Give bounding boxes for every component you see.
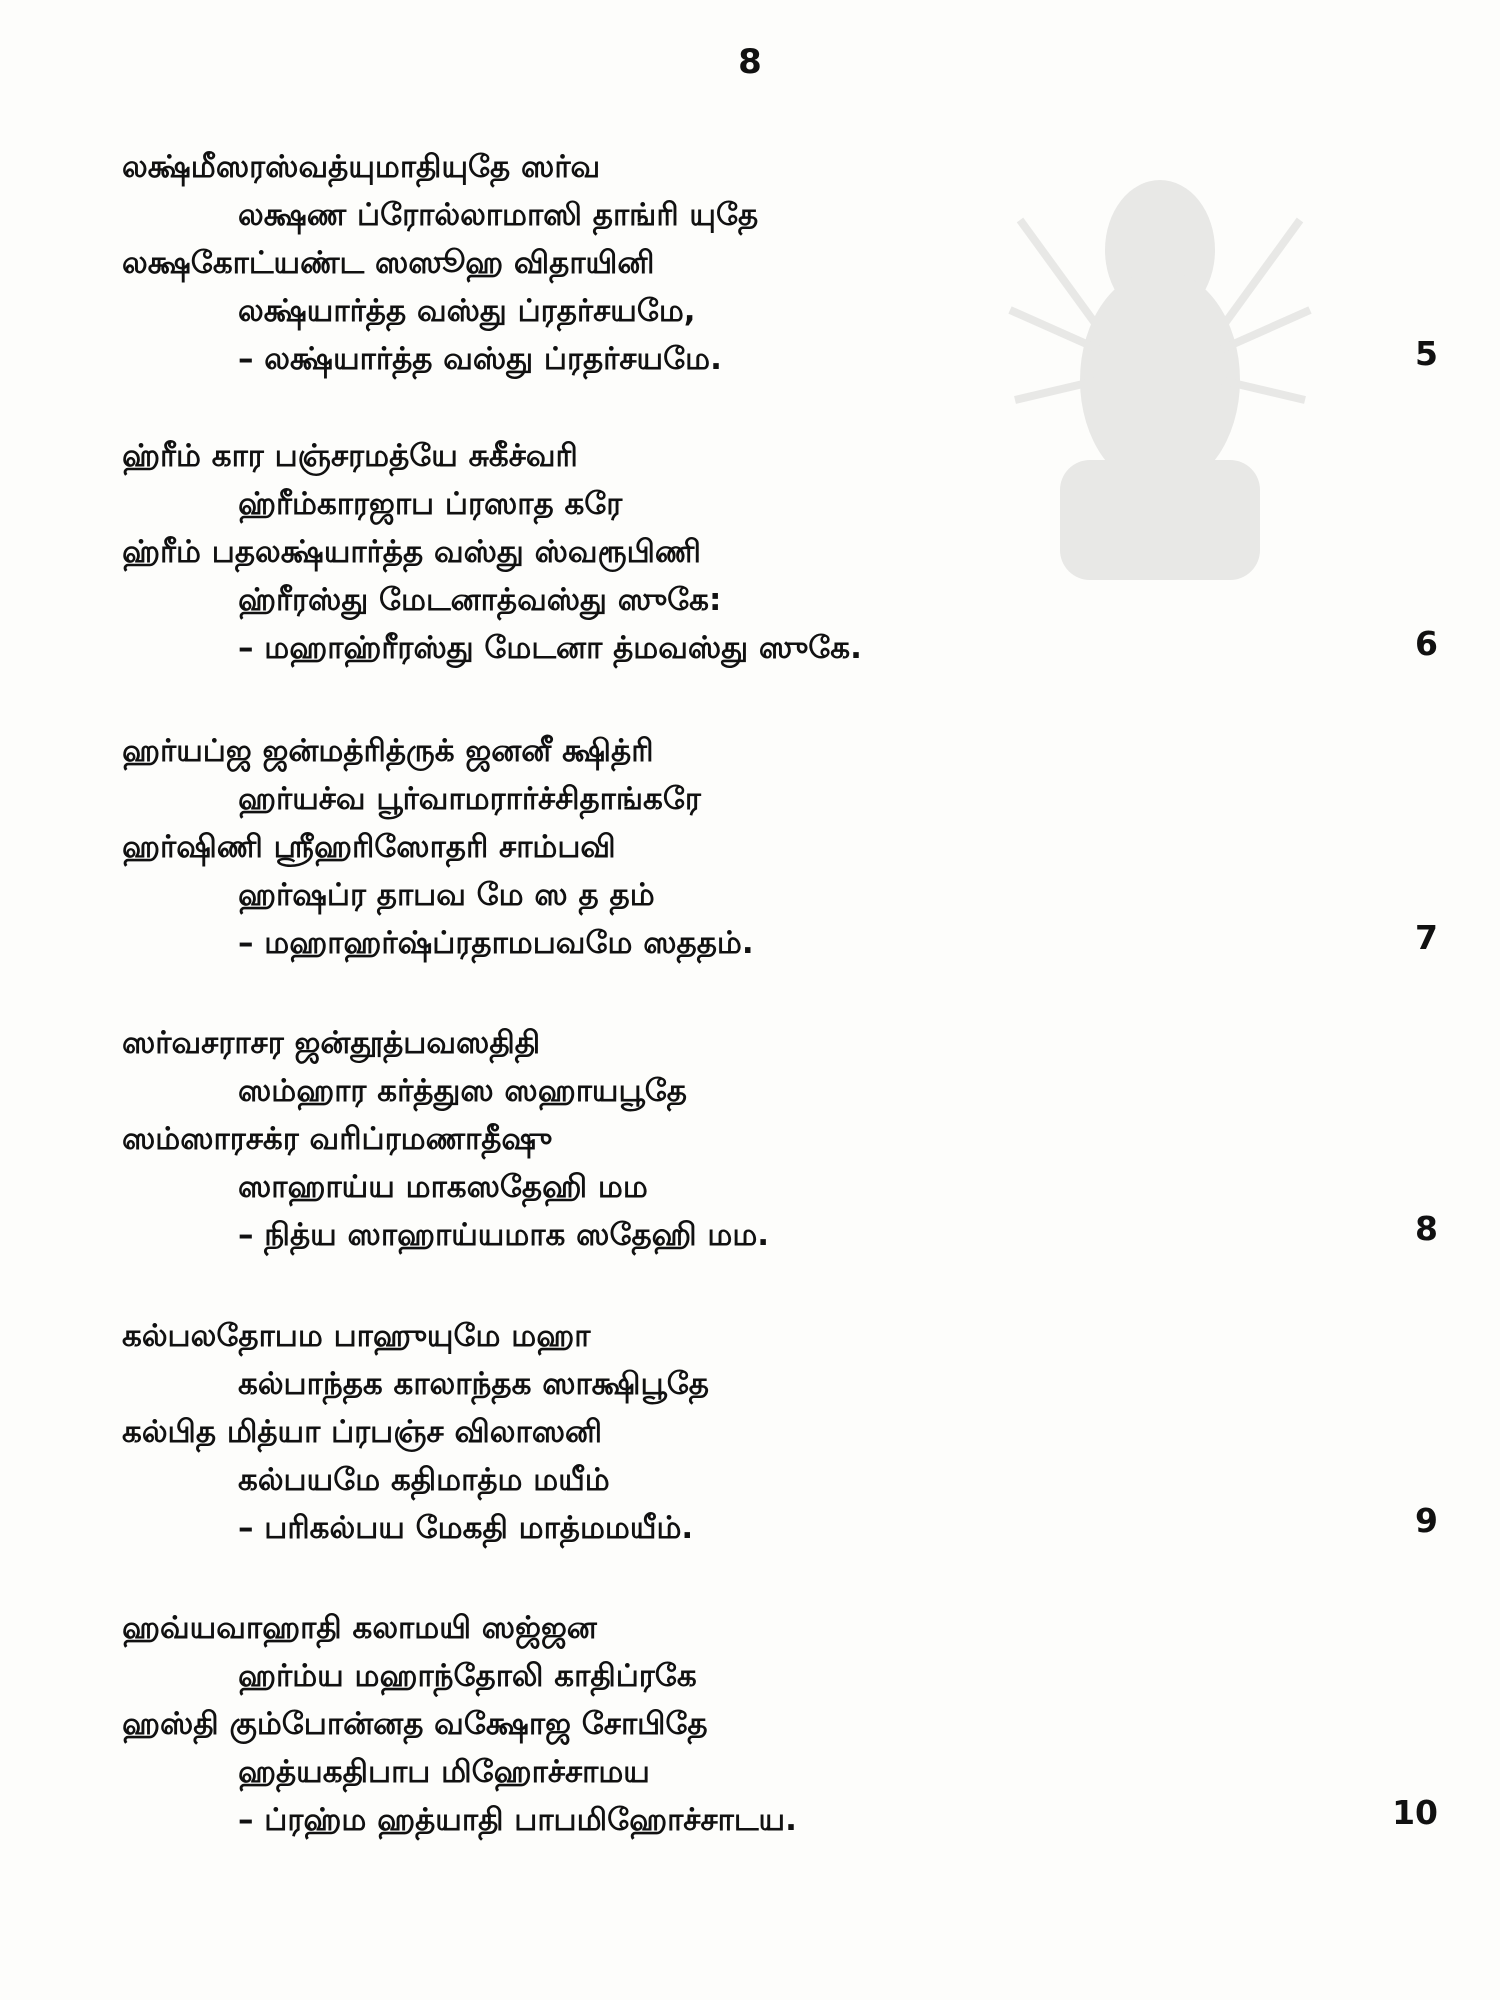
verse-line: ஹர்ம்ய மஹாந்தோலி காதிப்ரகே: [238, 1658, 697, 1694]
verse-line: – ப்ரஹ்ம ஹத்யாதி பாபமிஹோச்சாடய.: [238, 1802, 797, 1838]
verse-line: லக்ஷண ப்ரோல்லாமாஸி தாங்ரி யுதே: [238, 197, 759, 233]
verse-line: கல்பாந்தக காலாந்தக ஸாக்ஷிபூதே: [238, 1366, 709, 1402]
verse-line: ஹ்ரீம் பதலக்ஷ்யார்த்த வஸ்து ஸ்வரூபிணி: [122, 534, 702, 570]
verse-line: ஸாஹாய்ய மாகஸதேஹி மம: [238, 1169, 648, 1205]
verse-line: ஹ்ரீரஸ்து மேடனாத்வஸ்து ஸுகே:: [238, 582, 722, 618]
verse-line: கல்பித மித்யா ப்ரபஞ்ச விலாஸனி: [122, 1414, 603, 1450]
verse-line: ஹர்ஷப்ர தாபவ மே ஸ த தம்: [238, 877, 655, 913]
verse-number: 10: [1392, 1793, 1438, 1832]
verse-line: ஹ்ரீம் கார பஞ்சரமத்யே சுகீச்வரி: [122, 438, 578, 474]
verse-line: – லக்ஷ்யார்த்த வஸ்து ப்ரதர்சயமே.: [238, 341, 722, 377]
verse-line: கல்பலதோபம பாஹுயுமே மஹா: [122, 1318, 591, 1354]
verse-line: ஹர்யப்ஜ ஜன்மத்ரித்ருக் ஜனனீ க்ஷித்ரி: [122, 733, 654, 769]
verse-number: 6: [1415, 624, 1438, 663]
verse-line: ஹத்யகதிபாப மிஹோச்சாமய: [238, 1754, 650, 1790]
verse-line: ஸம்ஹார கர்த்துஸ ஸஹாயபூதே: [238, 1073, 687, 1109]
verse-line: – பரிகல்பய மேகதி மாத்மமயீம்.: [238, 1510, 694, 1546]
verse-line: ஸர்வசராசர ஜன்தூத்பவஸதிதி: [122, 1025, 541, 1061]
verse-line: – மஹாஹ்ரீரஸ்து மேடனா த்மவஸ்து ஸுகே.: [238, 630, 862, 666]
verse-line: ஹர்ஷிணி ஸ்ரீஹரிஸோதரி சாம்பவி: [122, 829, 616, 865]
verse-line: லக்ஷ்மீஸரஸ்வத்யுமாதியுதே ஸர்வ: [122, 149, 601, 185]
verse-line: கல்பயமே கதிமாத்ம மயீம்: [238, 1462, 610, 1498]
verse-line: ஹ்ரீம்காரஜாப ப்ரஸாத கரே: [238, 486, 623, 522]
verse-line: ஸம்ஸாரசக்ர வரிப்ரமணாதீஷு: [122, 1121, 553, 1157]
verse-number: 5: [1415, 334, 1438, 373]
page-number: 8: [738, 42, 762, 82]
verse-number: 9: [1415, 1501, 1438, 1540]
verse-number: 8: [1415, 1209, 1438, 1248]
verse-line: ஹர்யச்வ பூர்வாமரார்ச்சிதாங்கரே: [238, 781, 701, 817]
verse-line: லக்ஷகோட்யண்ட ஸஸூஹ விதாயினி: [122, 245, 655, 281]
verse-line: லக்ஷ்யார்த்த வஸ்து ப்ரதர்சயமே,: [238, 293, 696, 329]
verse-line: ஹஸ்தி கும்போன்னத வக்ஷோஜ சோபிதே: [122, 1706, 708, 1742]
verse-line: – மஹாஹர்ஷ்ப்ரதாமபவமே ஸததம்.: [238, 925, 754, 961]
verse-line: – நித்ய ஸாஹாய்யமாக ஸதேஹி மம.: [238, 1217, 770, 1253]
verse-number: 7: [1415, 918, 1438, 957]
verse-line: ஹவ்யவாஹாதி கலாமயி ஸஜ்ஜன: [122, 1610, 597, 1646]
goddess-illustration-watermark: [1000, 130, 1320, 600]
